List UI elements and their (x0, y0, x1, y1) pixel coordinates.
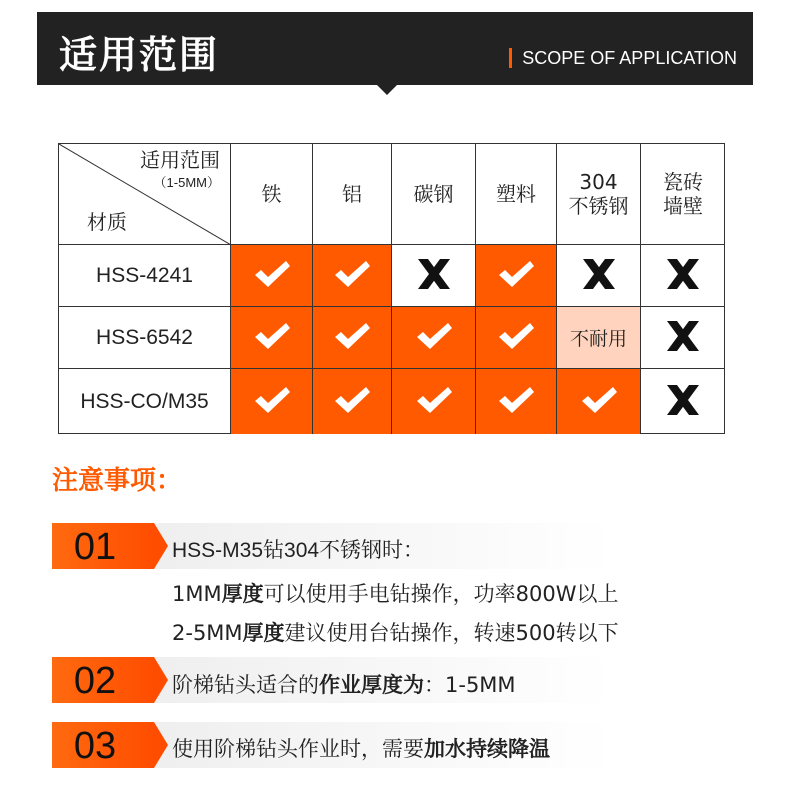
table-cell-check (231, 307, 313, 369)
table-cell-check (313, 307, 392, 369)
column-header-line1: 304 (579, 170, 618, 194)
column-header-line1: 塑料 (496, 182, 536, 206)
corner-label-material: 材质 (87, 210, 127, 234)
column-header-6 (641, 144, 725, 245)
partial-label: 不耐用 (569, 328, 627, 350)
table-corner-header (59, 144, 231, 245)
table-cell-check (557, 369, 641, 434)
corner-label-range: （1-5MM） (153, 175, 220, 190)
column-header-label (663, 170, 703, 218)
column-header-line2: 墙壁 (663, 194, 703, 218)
table-cell-check (392, 307, 476, 369)
table-cell-cross (641, 369, 725, 434)
column-header-label (496, 182, 536, 206)
page-subtitle: SCOPE OF APPLICATION (509, 48, 737, 68)
note-03-number-badge (52, 722, 154, 768)
note-03-arrow (154, 722, 168, 768)
column-header-1 (231, 144, 313, 245)
note-02-bold: 作业厚度为 (319, 673, 424, 697)
note-01-line3 (172, 617, 619, 647)
note-01-arrow (154, 523, 168, 569)
note-01-number-badge (52, 523, 154, 569)
cross-x-icon (665, 257, 701, 295)
check-mark-icon (332, 320, 372, 356)
note-01-line1: HSS-M35钻304不锈钢时： (172, 539, 425, 562)
check-mark-icon (496, 320, 536, 356)
row-label: HSS-CO/M35 (59, 369, 231, 434)
column-header-2 (313, 144, 392, 245)
table-cell-cross (641, 307, 725, 369)
column-header-4 (476, 144, 557, 245)
note-02-number-badge (52, 657, 154, 703)
cross-x-icon (416, 257, 452, 295)
banner-pointer (377, 85, 397, 95)
check-mark-icon (414, 384, 454, 420)
notes-title: 注意事项： (52, 466, 183, 496)
column-header-line1: 瓷砖 (663, 170, 703, 194)
note-02-arrow (154, 657, 168, 703)
note-03-bold: 加水持续降温 (424, 737, 550, 761)
table-cell-check (313, 245, 392, 307)
cross-x-icon (665, 383, 701, 421)
table-cell-cross (641, 245, 725, 307)
column-header-5 (557, 144, 641, 245)
table-cell-cross (392, 245, 476, 307)
note-03-text: 使用阶梯钻头作业时，需要加水持续降温 (172, 737, 550, 761)
corner-label-scope: 适用范围 (140, 148, 220, 172)
column-header-3 (392, 144, 476, 245)
column-header-label (569, 170, 629, 218)
note-01-line2-rest: 可以使用手电钻操作，功率800W以上 (263, 582, 619, 606)
row-label: HSS-4241 (59, 245, 231, 307)
check-mark-icon (252, 384, 292, 420)
check-mark-icon (252, 258, 292, 294)
check-mark-icon (496, 384, 536, 420)
note-01-line3-bold: 厚度 (242, 621, 285, 645)
check-mark-icon (579, 384, 619, 420)
check-mark-icon (332, 384, 372, 420)
table-cell-check (231, 369, 313, 434)
note-01-line2-bold: 厚度 (221, 582, 264, 606)
table-cell-check (476, 245, 557, 307)
table-cell-check (392, 369, 476, 434)
check-mark-icon (496, 258, 536, 294)
note-01-line3-thickness: 2-5MM (172, 621, 243, 645)
header-banner (37, 12, 753, 85)
row-label: HSS-6542 (59, 307, 231, 369)
column-header-line1: 铝 (342, 182, 362, 206)
table-cell-check (313, 369, 392, 434)
column-header-line1: 铁 (261, 182, 282, 206)
column-header-line1: 碳钢 (413, 182, 454, 206)
note-02-text: 阶梯钻头适合的作业厚度为：1-5MM (172, 673, 516, 697)
note-01-line3-rest: 建议使用台钻操作，转速500转以下 (284, 621, 619, 645)
column-header-label (414, 182, 454, 206)
check-mark-icon (252, 320, 292, 356)
table-cell-check (231, 245, 313, 307)
cross-x-icon (581, 257, 617, 295)
table-cell-cross (557, 245, 641, 307)
compatibility-table (58, 143, 725, 434)
note-02-number: 02 (73, 660, 117, 702)
note-01-number: 01 (73, 526, 117, 568)
check-mark-icon (414, 320, 454, 356)
column-header-label (342, 182, 362, 206)
note-01-line2 (172, 578, 618, 608)
table-cell-check (476, 369, 557, 434)
column-header-line2: 不锈钢 (568, 194, 629, 218)
cross-x-icon (665, 319, 701, 357)
check-mark-icon (332, 258, 372, 294)
note-03-number: 03 (73, 725, 117, 767)
table-cell-check (476, 307, 557, 369)
note-01-line2-thickness: 1MM (172, 582, 222, 606)
table-cell-partial (557, 307, 641, 369)
column-header-label (262, 182, 282, 206)
page-title: 适用范围 (59, 33, 220, 77)
